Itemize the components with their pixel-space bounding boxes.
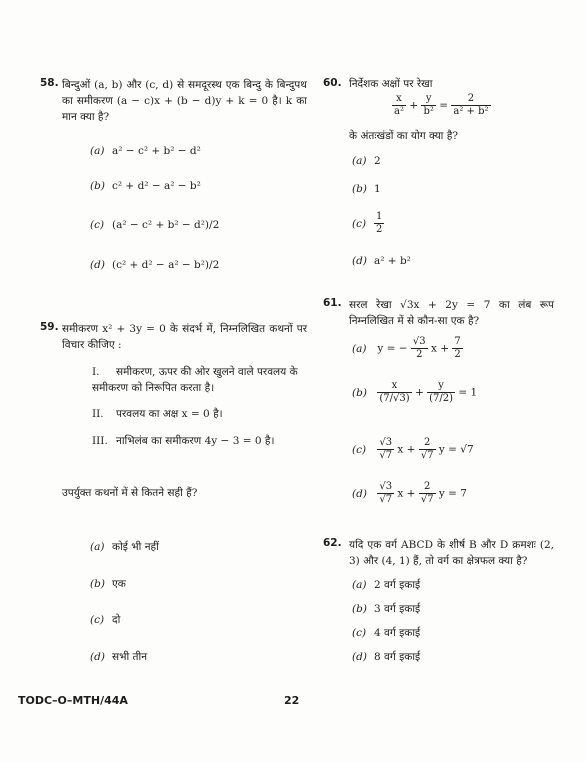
fraction-numerator: 2 xyxy=(419,437,436,450)
fraction-numerator: y xyxy=(421,93,435,106)
option-item xyxy=(352,626,420,640)
option-text: a² − c² + b² − d² xyxy=(112,145,201,157)
option-text: 8 वर्ग इकाई xyxy=(374,651,421,663)
option-label: (c) xyxy=(90,219,105,231)
expr-part: x + xyxy=(430,342,450,355)
option-label: (c) xyxy=(352,217,367,230)
question-text: बिन्दुओं (a, b) और (c, d) से समदूरस्थ एक बिन्दु के बिन्दुपथ का समीकरण (a − c)x + (b − d)y + k = 0 है। k का मान क्या है? xyxy=(62,79,307,123)
option-label: (b) xyxy=(90,578,105,590)
fraction-denominator: 2 xyxy=(416,349,423,360)
fraction-denominator: √7 xyxy=(420,450,434,461)
option-label: (c) xyxy=(90,614,105,626)
question-number: 59. xyxy=(40,321,59,333)
question-number: 58. xyxy=(40,77,59,89)
option-item xyxy=(90,180,201,192)
option-text: दो xyxy=(112,614,121,626)
equation xyxy=(392,93,491,118)
option-label: (d) xyxy=(352,255,367,267)
option-label: (b) xyxy=(90,180,105,192)
option-text: सभी तीन xyxy=(112,651,148,663)
expr-part: y = 7 xyxy=(438,487,467,500)
question-text: सरल रेखा √3x + 2y = 7 का लंब रूप निम्नलिखित में से कौन-सा एक है? xyxy=(349,299,554,327)
option-label: (a) xyxy=(352,579,367,591)
option-text: 2 xyxy=(374,155,381,167)
statement-item xyxy=(92,364,307,396)
option-item xyxy=(352,155,381,167)
question-text: समीकरण x² + 3y = 0 के संदर्भ में, निम्नलिखित कथनों पर विचार कीजिए : xyxy=(62,323,307,351)
statement-text: समीकरण, ऊपर की ओर खुलने वाले परवलय के समीकरण को निरूपित करता है। xyxy=(92,366,298,394)
question-text: निर्देशक अक्षों पर रेखा xyxy=(349,78,433,90)
option-item xyxy=(352,183,381,195)
option-label: (a) xyxy=(90,145,105,157)
fraction-denominator: a² + b² xyxy=(453,106,489,117)
fraction-denominator: (7/2) xyxy=(429,393,454,404)
expr-part: x + xyxy=(397,443,416,456)
option-label: (d) xyxy=(352,651,367,663)
fraction-denominator: b² xyxy=(423,106,434,117)
fraction-numerator: √3 xyxy=(379,437,393,448)
fraction-numerator: x xyxy=(377,380,411,393)
fraction-denominator: 2 xyxy=(454,349,461,360)
option-item xyxy=(90,650,147,664)
option-label: (b) xyxy=(352,603,367,615)
option-item xyxy=(352,437,474,462)
statement-numeral: III. xyxy=(92,435,108,447)
operator: + xyxy=(414,386,424,399)
option-item xyxy=(352,650,420,664)
expr-part: = 1 xyxy=(458,386,478,399)
option-text: 3 वर्ग इकाई xyxy=(374,603,421,615)
option-item xyxy=(90,259,219,271)
option-label: (a) xyxy=(90,541,105,553)
statement-numeral: I. xyxy=(92,366,100,378)
statement-text: नाभिलंब का समीकरण 4y − 3 = 0 है। xyxy=(116,435,275,447)
option-text: a² + b² xyxy=(374,255,411,267)
question-number: 61. xyxy=(323,297,342,309)
paper-code: TODC–O–MTH/44A xyxy=(18,694,128,707)
fraction-numerator: √3 xyxy=(412,336,426,347)
expr-part: y = − xyxy=(377,342,408,355)
option-text: (c² + d² − a² − b²)/2 xyxy=(112,259,220,271)
question-prompt: उपर्युक्त कथनों में से कितने सही हैं? xyxy=(62,487,198,499)
option-label: (c) xyxy=(352,443,367,456)
page-number: 22 xyxy=(284,694,300,707)
option-item xyxy=(352,380,477,405)
option-item xyxy=(352,211,384,236)
option-item xyxy=(352,336,463,361)
option-label: (d) xyxy=(352,487,367,500)
option-label: (d) xyxy=(90,651,105,663)
option-item xyxy=(352,481,467,506)
option-item xyxy=(90,577,126,591)
question-text: यदि एक वर्ग ABCD के शीर्ष B और D क्रमशः (2, 3) और (4, 1) हैं, तो वर्ग का क्षेत्रफल क्या है? xyxy=(349,539,554,567)
fraction-denominator: 2 xyxy=(376,224,383,235)
option-text: c² + d² − a² − b² xyxy=(112,180,201,192)
option-label: (d) xyxy=(90,259,105,271)
operator: = xyxy=(439,99,449,112)
option-item xyxy=(90,540,159,554)
fraction-numerator: x xyxy=(392,93,406,106)
fraction-numerator: 2 xyxy=(419,481,436,494)
question-text: के अंतःखंडों का योग क्या है? xyxy=(349,130,458,142)
option-item xyxy=(352,602,420,616)
option-label: (c) xyxy=(352,627,367,639)
option-text: (a² − c² + b² − d²)/2 xyxy=(112,219,220,231)
fraction-numerator: 1 xyxy=(376,211,383,222)
expr-part: y = √7 xyxy=(438,443,474,456)
expr-part: x + xyxy=(397,487,416,500)
option-item xyxy=(90,613,120,627)
option-item xyxy=(352,578,420,592)
fraction-denominator: √7 xyxy=(420,494,434,505)
option-label: (b) xyxy=(352,386,367,399)
option-label: (b) xyxy=(352,183,367,195)
fraction-numerator: 2 xyxy=(451,93,490,106)
statement-numeral: II. xyxy=(92,408,104,420)
fraction-numerator: 7 xyxy=(454,336,461,347)
question-number: 60. xyxy=(323,77,342,89)
fraction-denominator: √7 xyxy=(379,450,393,461)
option-item xyxy=(352,255,411,267)
fraction-denominator: (7/√3) xyxy=(379,393,410,404)
fraction-numerator: √3 xyxy=(379,481,393,492)
operator: + xyxy=(409,99,419,112)
option-item xyxy=(90,219,219,231)
fraction-numerator: y xyxy=(427,380,455,393)
statement-item xyxy=(92,433,307,449)
option-text: 4 वर्ग इकाई xyxy=(374,627,421,639)
option-label: (a) xyxy=(352,155,367,167)
option-text: 2 वर्ग इकाई xyxy=(374,579,421,591)
statement-item xyxy=(92,406,307,422)
option-item xyxy=(90,145,201,157)
statement-text: परवलय का अक्ष x = 0 है। xyxy=(116,408,223,420)
option-text: कोई भी नहीं xyxy=(112,541,159,553)
fraction-denominator: a² xyxy=(394,106,404,117)
question-number: 62. xyxy=(323,537,342,549)
option-text: एक xyxy=(112,578,126,590)
option-text: 1 xyxy=(374,183,381,195)
fraction-denominator: √7 xyxy=(379,494,393,505)
option-label: (a) xyxy=(352,342,367,355)
